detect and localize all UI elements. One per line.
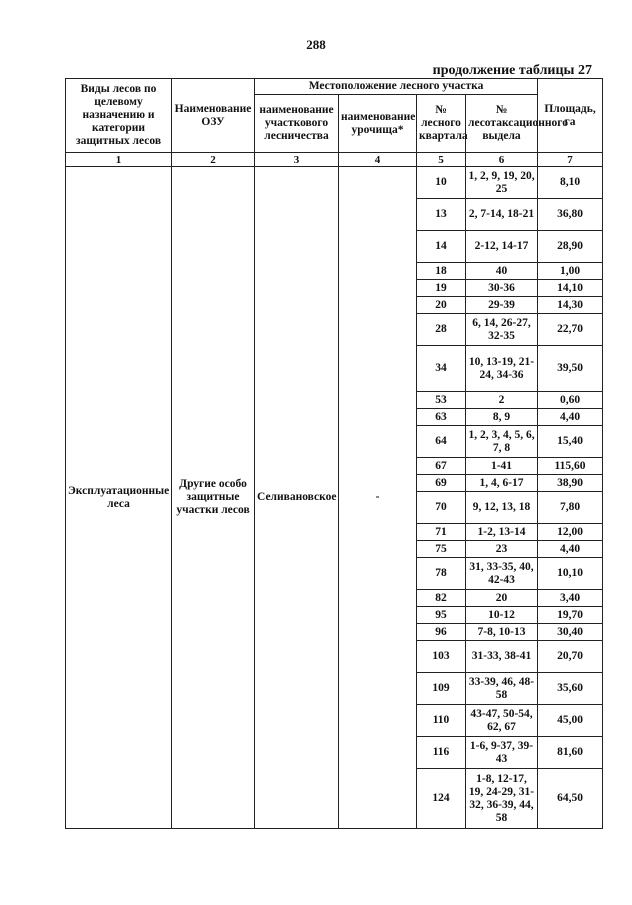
cell-section: 1-2, 13-14 [466,524,538,541]
cell-quarter: 10 [417,167,466,199]
cell-quarter: 19 [417,280,466,297]
cell-section: 23 [466,541,538,558]
cell-quarter: 53 [417,392,466,409]
cell-district: Селивановское [255,167,339,829]
cell-quarter: 63 [417,409,466,426]
cell-quarter: 96 [417,624,466,641]
cell-area: 8,10 [538,167,603,199]
forest-table [65,78,603,829]
cell-section: 2 [466,392,538,409]
cell-area: 14,10 [538,280,603,297]
cell-quarter: 103 [417,641,466,673]
cell-section: 1-41 [466,458,538,475]
cell-section: 9, 12, 13, 18 [466,492,538,524]
cell-quarter: 18 [417,263,466,280]
cell-area: 45,00 [538,705,603,737]
column-number: 6 [466,153,538,167]
cell-quarter: 82 [417,590,466,607]
cell-quarter: 14 [417,231,466,263]
table-row [66,167,603,199]
cell-quarter: 69 [417,475,466,492]
cell-section: 1, 2, 3, 4, 5, 6, 7, 8 [466,426,538,458]
cell-quarter: 95 [417,607,466,624]
cell-ozu-name: Другие особо защитные участки лесов [172,167,255,829]
cell-area: 36,80 [538,199,603,231]
cell-section: 2-12, 14-17 [466,231,538,263]
cell-area: 28,90 [538,231,603,263]
cell-quarter: 34 [417,346,466,392]
cell-section: 40 [466,263,538,280]
cell-quarter: 75 [417,541,466,558]
cell-section: 6, 14, 26-27, 32-35 [466,314,538,346]
header-area: Площадь, га [538,79,603,153]
cell-tract: - [339,167,417,829]
cell-quarter: 110 [417,705,466,737]
cell-section: 7-8, 10-13 [466,624,538,641]
cell-quarter: 64 [417,426,466,458]
cell-quarter: 28 [417,314,466,346]
cell-section: 1, 2, 9, 19, 20, 25 [466,167,538,199]
cell-section: 31-33, 38-41 [466,641,538,673]
cell-section: 43-47, 50-54, 62, 67 [466,705,538,737]
cell-section: 33-39, 46, 48-58 [466,673,538,705]
cell-section: 2, 7-14, 18-21 [466,199,538,231]
cell-area: 1,00 [538,263,603,280]
cell-quarter: 116 [417,737,466,769]
cell-section: 1-8, 12-17, 19, 24-29, 31-32, 36-39, 44, 58 [466,769,538,829]
column-number: 1 [66,153,172,167]
cell-section: 1, 4, 6-17 [466,475,538,492]
cell-area: 64,50 [538,769,603,829]
column-number: 5 [417,153,466,167]
cell-quarter: 78 [417,558,466,590]
cell-area: 35,60 [538,673,603,705]
cell-forest-type: Эксплуатационные леса [66,167,172,829]
cell-area: 30,40 [538,624,603,641]
column-number: 2 [172,153,255,167]
cell-quarter: 13 [417,199,466,231]
cell-section: 10-12 [466,607,538,624]
header-ozu-name: Наименование ОЗУ [172,79,255,153]
header-forest-type: Виды лесов по целевому назначению и категории защитных лесов [66,79,172,153]
header-tract: наименование урочища* [339,95,417,153]
header-location-group: Местоположение лесного участка [255,79,538,95]
cell-quarter: 124 [417,769,466,829]
cell-area: 7,80 [538,492,603,524]
cell-area: 4,40 [538,541,603,558]
cell-section: 31, 33-35, 40, 42-43 [466,558,538,590]
header-section: № лесотаксационного выдела [466,95,538,153]
cell-quarter: 70 [417,492,466,524]
cell-section: 10, 13-19, 21-24, 34-36 [466,346,538,392]
cell-quarter: 71 [417,524,466,541]
cell-area: 38,90 [538,475,603,492]
cell-area: 22,70 [538,314,603,346]
cell-quarter: 67 [417,458,466,475]
cell-area: 20,70 [538,641,603,673]
header-district: наименование участкового лесничества [255,95,339,153]
column-number-row [66,153,603,167]
header-quarter: № лесного квартала [417,95,466,153]
cell-section: 30-36 [466,280,538,297]
cell-section: 1-6, 9-37, 39-43 [466,737,538,769]
page-number: 288 [306,37,326,52]
cell-section: 29-39 [466,297,538,314]
table-continuation-label: продолжение таблицы 27 [432,63,592,78]
column-number: 4 [339,153,417,167]
cell-area: 3,40 [538,590,603,607]
cell-area: 15,40 [538,426,603,458]
cell-section: 20 [466,590,538,607]
cell-area: 39,50 [538,346,603,392]
column-number: 7 [538,153,603,167]
cell-area: 10,10 [538,558,603,590]
table-body [66,167,603,829]
cell-area: 115,60 [538,458,603,475]
cell-area: 12,00 [538,524,603,541]
cell-area: 81,60 [538,737,603,769]
cell-section: 8, 9 [466,409,538,426]
cell-quarter: 109 [417,673,466,705]
cell-quarter: 20 [417,297,466,314]
column-number: 3 [255,153,339,167]
cell-area: 4,40 [538,409,603,426]
cell-area: 14,30 [538,297,603,314]
cell-area: 0,60 [538,392,603,409]
cell-area: 19,70 [538,607,603,624]
